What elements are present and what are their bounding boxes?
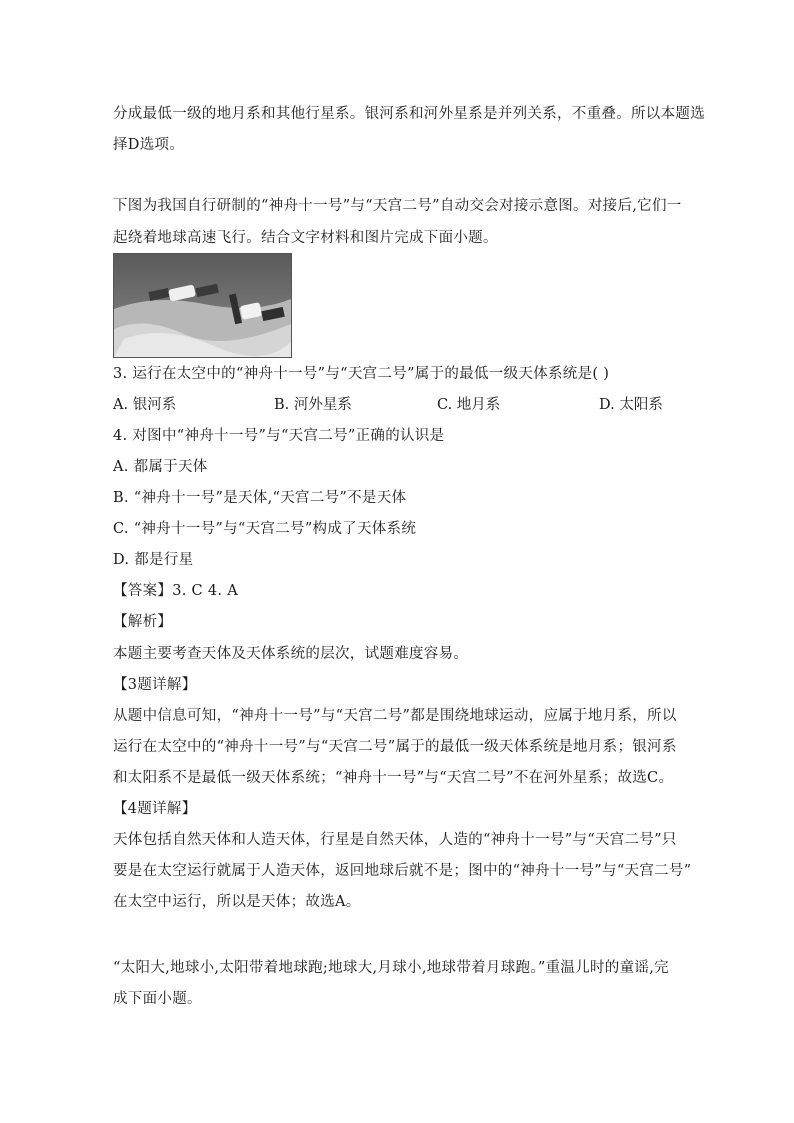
q4-option-c: C. “神舟十一号”与“天宫二号”构成了天体系统 xyxy=(113,521,417,537)
spacecraft-docking-photo xyxy=(113,253,292,358)
passage-line-2: 起绕着地球高速飞行。结合文字材料和图片完成下面小题。 xyxy=(113,230,498,246)
q4-option-b: B. “神舟十一号”是天体,“天宫二号”不是天体 xyxy=(113,490,407,506)
q4-stem: 4. 对图中“神舟十一号”与“天宫二号”正确的认识是 xyxy=(113,428,445,444)
q3-option-b: B. 河外星系 xyxy=(274,397,352,413)
passage-line-1: 下图为我国自行研制的“神舟十一号”与“天宫二号”自动交会对接示意图。对接后,它们一 xyxy=(113,198,682,214)
detail4-line-2: 要是在太空运行就属于人造天体，返回地球后就不是；图中的“神舟十一号”与“天宫二号” xyxy=(113,863,692,879)
analysis-heading: 【解析】 xyxy=(113,614,173,630)
spacecraft-docking-illustration xyxy=(114,254,291,357)
next-passage-line-1: “太阳大,地球小,太阳带着地球跑;地球大,月球小,地球带着月球跑。”重温儿时的童谣,完 xyxy=(113,960,669,976)
q3-option-a: A. 银河系 xyxy=(113,397,177,413)
answer-line: 【答案】3. C 4. A xyxy=(113,583,238,599)
q3-option-d: D. 太阳系 xyxy=(599,397,663,413)
detail3-line-3: 和太阳系不是最低一级天体系统；“神舟十一号”与“天宫二号”不在河外星系；故选C。 xyxy=(113,770,674,786)
analysis-text: 本题主要考查天体及天体系统的层次，试题难度容易。 xyxy=(113,646,469,662)
q4-option-a: A. 都属于天体 xyxy=(113,459,208,475)
detail3-line-1: 从题中信息可知，“神舟十一号”与“天宫二号”都是围绕地球运动，应属于地月系，所以 xyxy=(113,708,677,724)
q3-option-c: C. 地月系 xyxy=(437,397,501,413)
q3-stem: 3. 运行在太空中的“神舟十一号”与“天宫二号”属于的最低一级天体系统是( ) xyxy=(113,366,610,382)
detail3-line-2: 运行在太空中的“神舟十一号”与“天宫二号”属于的最低一级天体系统是地月系；银河系 xyxy=(113,739,677,755)
detail4-line-1: 天体包括自然天体和人造天体，行星是自然天体，人造的“神舟十一号”与“天宫二号”只 xyxy=(113,832,677,848)
next-passage-line-2: 成下面小题。 xyxy=(113,991,202,1007)
detail4-line-3: 在太空中运行，所以是天体；故选A。 xyxy=(113,894,361,910)
detail4-heading: 【4题详解】 xyxy=(113,801,197,817)
q4-option-d: D. 都是行星 xyxy=(113,552,194,568)
intro-line-1: 分成最低一级的地月系和其他行星系。银河系和河外星系是并列关系，不重叠。所以本题选 xyxy=(113,106,705,122)
intro-line-2: 择D选项。 xyxy=(113,137,185,153)
detail3-heading: 【3题详解】 xyxy=(113,677,197,693)
